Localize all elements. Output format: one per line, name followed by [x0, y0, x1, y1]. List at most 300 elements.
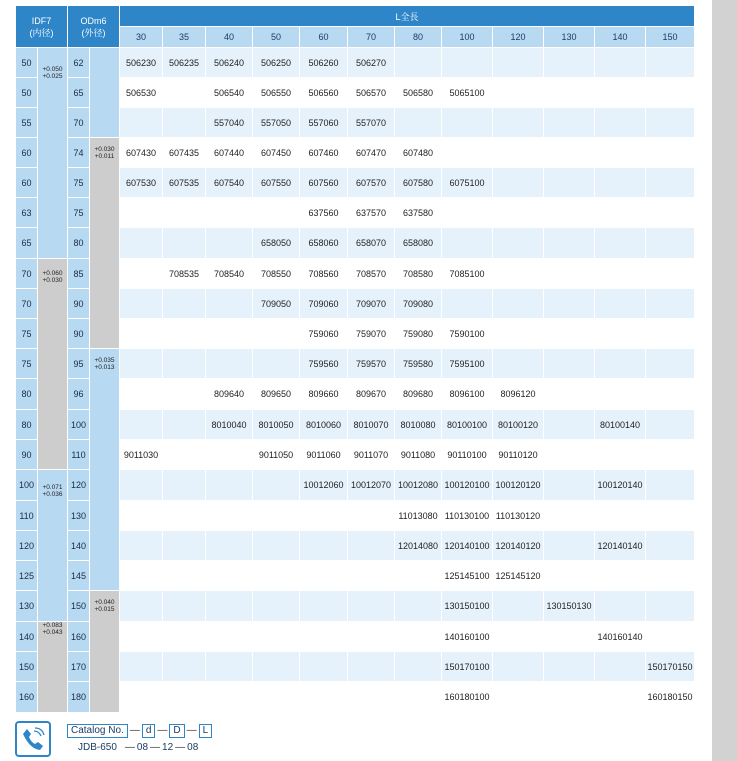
part-number-cell: [206, 561, 253, 591]
inner-diameter-cell: 60: [16, 138, 38, 168]
part-number-cell: [253, 198, 300, 228]
part-number-cell: [120, 470, 163, 501]
part-number-cell: 607530: [120, 168, 163, 198]
part-number-cell: 759580: [395, 349, 442, 379]
part-number-cell: [442, 48, 493, 78]
part-number-cell: 658070: [348, 228, 395, 259]
inner-diameter-cell: 160: [16, 682, 38, 713]
part-number-cell: 9011070: [348, 440, 395, 470]
part-number-cell: 708560: [300, 259, 348, 289]
part-number-cell: [544, 48, 595, 78]
length-header-70: 70: [348, 27, 395, 48]
header-length: L全長: [120, 6, 695, 27]
part-number-cell: 506580: [395, 78, 442, 108]
part-number-cell: [595, 652, 646, 682]
part-number-cell: 607460: [300, 138, 348, 168]
part-number-cell: [348, 682, 395, 713]
part-number-cell: 708570: [348, 259, 395, 289]
part-number-cell: 506235: [163, 48, 206, 78]
part-number-cell: [253, 349, 300, 379]
part-number-cell: [395, 652, 442, 682]
part-number-cell: [253, 470, 300, 501]
inner-tolerance-text: +0.050 +0.025: [42, 66, 63, 80]
part-number-cell: [120, 198, 163, 228]
part-number-cell: 506240: [206, 48, 253, 78]
part-number-cell: [395, 561, 442, 591]
inner-diameter-cell: 70: [16, 259, 38, 289]
part-number-cell: [493, 259, 544, 289]
part-number-cell: [544, 561, 595, 591]
part-number-cell: [163, 591, 206, 622]
inner-tolerance-cell: [38, 470, 68, 622]
part-number-cell: [493, 682, 544, 713]
part-number-cell: [646, 470, 695, 501]
part-number-cell: [253, 319, 300, 349]
part-number-cell: [595, 561, 646, 591]
part-number-cell: [120, 591, 163, 622]
part-number-cell: [300, 622, 348, 652]
part-number-cell: [544, 168, 595, 198]
inner-diameter-cell: 50: [16, 48, 38, 78]
part-number-cell: [493, 78, 544, 108]
length-header-100: 100: [442, 27, 493, 48]
part-number-cell: [595, 682, 646, 713]
part-number-cell: [493, 108, 544, 138]
part-number-cell: [300, 591, 348, 622]
catalog-code: JDB-650: [78, 742, 117, 753]
part-number-cell: [348, 622, 395, 652]
inner-diameter-cell: 125: [16, 561, 38, 591]
outer-diameter-cell: 150: [68, 591, 90, 622]
part-number-cell: [646, 108, 695, 138]
part-number-cell: [206, 319, 253, 349]
part-number-cell: 7595100: [442, 349, 493, 379]
part-number-cell: [300, 682, 348, 713]
part-number-cell: [646, 48, 695, 78]
part-number-cell: [595, 78, 646, 108]
inner-tolerance-cell: [38, 48, 68, 259]
part-number-cell: 506260: [300, 48, 348, 78]
outer-tolerance-cell: [90, 48, 120, 138]
part-number-cell: [120, 108, 163, 138]
part-number-cell: 6075100: [442, 168, 493, 198]
part-number-cell: 708550: [253, 259, 300, 289]
part-number-cell: [646, 531, 695, 561]
outer-diameter-cell: 65: [68, 78, 90, 108]
part-number-cell: [395, 48, 442, 78]
part-number-cell: [163, 470, 206, 501]
part-number-cell: 607435: [163, 138, 206, 168]
part-number-cell: [544, 138, 595, 168]
outer-diameter-cell: 180: [68, 682, 90, 713]
part-number-cell: [544, 379, 595, 410]
part-number-cell: [206, 470, 253, 501]
table-row: [16, 591, 695, 622]
part-number-cell: [253, 561, 300, 591]
part-number-cell: 506530: [120, 78, 163, 108]
inner-diameter-cell: 110: [16, 501, 38, 531]
part-number-cell: 120140120: [493, 531, 544, 561]
part-number-cell: [163, 682, 206, 713]
part-number-cell: [595, 228, 646, 259]
part-number-cell: 80100120: [493, 410, 544, 440]
inner-tolerance-text: +0.083 +0.043: [42, 622, 63, 636]
part-number-cell: [442, 289, 493, 319]
length-header-30: 30: [120, 27, 163, 48]
part-number-cell: 506570: [348, 78, 395, 108]
part-number-cell: [544, 470, 595, 501]
part-number-cell: [493, 168, 544, 198]
dimension-table: [15, 5, 695, 713]
inner-diameter-cell: 75: [16, 319, 38, 349]
outer-diameter-cell: 160: [68, 622, 90, 652]
outer-diameter-cell: 90: [68, 289, 90, 319]
part-number-cell: [348, 531, 395, 561]
part-number-cell: 709080: [395, 289, 442, 319]
part-number-cell: 8010050: [253, 410, 300, 440]
part-number-cell: [493, 48, 544, 78]
outer-tolerance-cell: [90, 138, 120, 349]
part-number-cell: [120, 289, 163, 319]
outer-diameter-cell: 74: [68, 138, 90, 168]
part-number-cell: 100120120: [493, 470, 544, 501]
part-number-cell: [163, 108, 206, 138]
part-number-cell: [120, 319, 163, 349]
outer-diameter-cell: 96: [68, 379, 90, 410]
part-number-cell: [206, 652, 253, 682]
phone-icon: [15, 721, 51, 757]
part-number-cell: 150170150: [646, 652, 695, 682]
part-number-cell: 607470: [348, 138, 395, 168]
part-number-cell: [595, 108, 646, 138]
part-number-cell: 708540: [206, 259, 253, 289]
d-label: d: [142, 724, 156, 738]
part-number-cell: [348, 501, 395, 531]
part-number-cell: [646, 198, 695, 228]
outer-diameter-cell: 145: [68, 561, 90, 591]
L-value: 08: [187, 742, 199, 753]
part-number-cell: 637580: [395, 198, 442, 228]
part-number-cell: 130150100: [442, 591, 493, 622]
part-number-cell: 110130120: [493, 501, 544, 531]
part-number-cell: [544, 652, 595, 682]
outer-tolerance-text: +0.035 +0.013: [94, 357, 115, 371]
part-number-cell: 90110120: [493, 440, 544, 470]
part-number-cell: [120, 501, 163, 531]
table-body: [16, 48, 695, 713]
part-number-cell: [300, 501, 348, 531]
part-number-cell: [544, 289, 595, 319]
part-number-cell: [595, 259, 646, 289]
part-number-cell: [646, 561, 695, 591]
part-number-cell: 759560: [300, 349, 348, 379]
part-number-cell: [300, 652, 348, 682]
part-number-cell: 607450: [253, 138, 300, 168]
part-number-cell: 140160100: [442, 622, 493, 652]
part-number-cell: [646, 379, 695, 410]
part-number-cell: [646, 289, 695, 319]
part-number-cell: [544, 259, 595, 289]
part-number-cell: 709070: [348, 289, 395, 319]
outer-diameter-cell: 62: [68, 48, 90, 78]
part-number-cell: [206, 591, 253, 622]
part-number-cell: 637570: [348, 198, 395, 228]
part-number-cell: [395, 108, 442, 138]
part-number-cell: [206, 531, 253, 561]
inner-diameter-cell: 65: [16, 228, 38, 259]
part-number-cell: [595, 349, 646, 379]
part-number-cell: [595, 198, 646, 228]
part-number-cell: 125145100: [442, 561, 493, 591]
part-number-cell: 557060: [300, 108, 348, 138]
part-number-cell: [442, 228, 493, 259]
part-number-cell: [544, 622, 595, 652]
outer-tolerance-cell: [90, 349, 120, 591]
part-number-cell: [120, 259, 163, 289]
part-number-cell: 8010040: [206, 410, 253, 440]
part-number-cell: 140160140: [595, 622, 646, 652]
part-number-cell: [163, 561, 206, 591]
outer-diameter-cell: 90: [68, 319, 90, 349]
part-number-cell: [120, 228, 163, 259]
part-number-cell: [206, 198, 253, 228]
part-number-cell: [493, 198, 544, 228]
part-number-cell: 160180150: [646, 682, 695, 713]
inner-diameter-cell: 55: [16, 108, 38, 138]
part-number-cell: [120, 349, 163, 379]
part-number-cell: [163, 440, 206, 470]
part-number-cell: 557040: [206, 108, 253, 138]
part-number-cell: 637560: [300, 198, 348, 228]
part-number-cell: [120, 682, 163, 713]
part-number-cell: 708580: [395, 259, 442, 289]
part-number-cell: 5065100: [442, 78, 493, 108]
part-number-cell: [120, 652, 163, 682]
part-number-cell: 125145120: [493, 561, 544, 591]
inner-diameter-cell: 80: [16, 410, 38, 440]
part-number-cell: 759080: [395, 319, 442, 349]
part-number-cell: 607550: [253, 168, 300, 198]
inner-diameter-cell: 100: [16, 470, 38, 501]
part-number-cell: [493, 591, 544, 622]
inner-diameter-cell: 90: [16, 440, 38, 470]
part-number-cell: 80100100: [442, 410, 493, 440]
part-number-cell: 120140140: [595, 531, 646, 561]
part-number-cell: [300, 531, 348, 561]
part-number-cell: 809640: [206, 379, 253, 410]
part-number-cell: [206, 289, 253, 319]
part-number-cell: [595, 591, 646, 622]
part-number-cell: [120, 379, 163, 410]
part-number-cell: 80100140: [595, 410, 646, 440]
outer-tolerance-cell: [90, 591, 120, 713]
part-number-cell: 11013080: [395, 501, 442, 531]
outer-diameter-cell: 170: [68, 652, 90, 682]
catalog-format: Catalog No. — d — D — L: [67, 724, 212, 738]
part-number-cell: [163, 622, 206, 652]
catalog-example: JDB-650 — 08 — 12 — 08: [78, 742, 199, 753]
inner-diameter-cell: 70: [16, 289, 38, 319]
part-number-cell: 160180100: [442, 682, 493, 713]
part-number-cell: [544, 198, 595, 228]
part-number-cell: [206, 228, 253, 259]
d-value: 08: [136, 742, 149, 753]
part-number-cell: 759060: [300, 319, 348, 349]
part-number-cell: [544, 531, 595, 561]
length-header-140: 140: [595, 27, 646, 48]
part-number-cell: 506270: [348, 48, 395, 78]
part-number-cell: 90110100: [442, 440, 493, 470]
part-number-cell: [120, 410, 163, 440]
inner-diameter-cell: 150: [16, 652, 38, 682]
header-odm6: [68, 6, 120, 48]
inner-diameter-cell: 60: [16, 168, 38, 198]
D-label: D: [169, 724, 184, 738]
part-number-cell: 8010070: [348, 410, 395, 440]
outer-diameter-cell: 130: [68, 501, 90, 531]
part-number-cell: 607430: [120, 138, 163, 168]
part-number-cell: [544, 319, 595, 349]
part-number-cell: 9011030: [120, 440, 163, 470]
part-number-cell: 150170100: [442, 652, 493, 682]
part-number-cell: [646, 228, 695, 259]
right-margin-strip: [712, 0, 737, 761]
part-number-cell: 506560: [300, 78, 348, 108]
part-number-cell: [253, 652, 300, 682]
part-number-cell: 607480: [395, 138, 442, 168]
part-number-cell: [595, 501, 646, 531]
part-number-cell: [120, 561, 163, 591]
D-value: 12: [162, 742, 174, 753]
part-number-cell: 759070: [348, 319, 395, 349]
outer-tolerance-text: +0.030 +0.011: [94, 146, 115, 160]
part-number-cell: [120, 622, 163, 652]
part-number-cell: [595, 440, 646, 470]
L-label: L: [199, 724, 213, 738]
part-number-cell: 9011080: [395, 440, 442, 470]
part-number-cell: [595, 319, 646, 349]
part-number-cell: [163, 78, 206, 108]
part-number-cell: [493, 289, 544, 319]
part-number-cell: [544, 410, 595, 440]
table-row: [16, 349, 695, 379]
part-number-cell: 607535: [163, 168, 206, 198]
length-header-50: 50: [253, 27, 300, 48]
part-number-cell: 9011060: [300, 440, 348, 470]
part-number-cell: [544, 501, 595, 531]
inner-diameter-cell: 80: [16, 379, 38, 410]
outer-diameter-cell: 70: [68, 108, 90, 138]
part-number-cell: [493, 138, 544, 168]
part-number-cell: [163, 531, 206, 561]
part-number-cell: [646, 319, 695, 349]
part-number-cell: [544, 440, 595, 470]
part-number-cell: [646, 591, 695, 622]
part-number-cell: 506230: [120, 48, 163, 78]
part-number-cell: [206, 682, 253, 713]
outer-diameter-cell: 140: [68, 531, 90, 561]
part-number-cell: 110130100: [442, 501, 493, 531]
inner-diameter-cell: 130: [16, 591, 38, 622]
part-number-cell: [493, 622, 544, 652]
part-number-cell: 8010060: [300, 410, 348, 440]
length-header-60: 60: [300, 27, 348, 48]
part-number-cell: 607580: [395, 168, 442, 198]
part-number-cell: [163, 289, 206, 319]
outer-diameter-cell: 75: [68, 168, 90, 198]
part-number-cell: [206, 349, 253, 379]
part-number-cell: [442, 108, 493, 138]
part-number-cell: [442, 198, 493, 228]
part-number-cell: [163, 319, 206, 349]
part-number-cell: 10012060: [300, 470, 348, 501]
part-number-cell: 8096100: [442, 379, 493, 410]
part-number-cell: [253, 682, 300, 713]
part-number-cell: [493, 652, 544, 682]
inner-diameter-cell: 140: [16, 622, 38, 652]
part-number-cell: [493, 228, 544, 259]
part-number-cell: 658060: [300, 228, 348, 259]
length-header-120: 120: [493, 27, 544, 48]
part-number-cell: [646, 349, 695, 379]
outer-diameter-cell: 85: [68, 259, 90, 289]
part-number-cell: [163, 501, 206, 531]
part-number-cell: [395, 622, 442, 652]
outer-diameter-cell: 110: [68, 440, 90, 470]
part-number-cell: [206, 440, 253, 470]
part-number-cell: 10012080: [395, 470, 442, 501]
part-number-cell: [163, 228, 206, 259]
inner-tolerance-text: +0.071 +0.036: [42, 484, 63, 498]
part-number-cell: 607540: [206, 168, 253, 198]
part-number-cell: 7085100: [442, 259, 493, 289]
catalog-label: Catalog No.: [67, 724, 128, 738]
part-number-cell: [595, 168, 646, 198]
part-number-cell: [595, 379, 646, 410]
length-header-80: 80: [395, 27, 442, 48]
part-number-cell: [646, 440, 695, 470]
length-header-35: 35: [163, 27, 206, 48]
part-number-cell: [163, 349, 206, 379]
part-number-cell: [544, 682, 595, 713]
part-number-cell: 506540: [206, 78, 253, 108]
header-idf7-label: IDF7: [31, 15, 52, 26]
part-number-cell: 100120140: [595, 470, 646, 501]
part-number-cell: [163, 410, 206, 440]
part-number-cell: [253, 531, 300, 561]
part-number-cell: [544, 228, 595, 259]
part-number-cell: 658080: [395, 228, 442, 259]
part-number-cell: 759570: [348, 349, 395, 379]
part-number-cell: 809650: [253, 379, 300, 410]
part-number-cell: 607440: [206, 138, 253, 168]
part-number-cell: [163, 198, 206, 228]
part-number-cell: [253, 501, 300, 531]
part-number-cell: 12014080: [395, 531, 442, 561]
inner-diameter-cell: 120: [16, 531, 38, 561]
length-header-150: 150: [646, 27, 695, 48]
part-number-cell: 708535: [163, 259, 206, 289]
part-number-cell: 607560: [300, 168, 348, 198]
outer-diameter-cell: 120: [68, 470, 90, 501]
part-number-cell: [395, 591, 442, 622]
part-number-cell: [348, 591, 395, 622]
outer-diameter-cell: 95: [68, 349, 90, 379]
inner-diameter-cell: 63: [16, 198, 38, 228]
part-number-cell: 607570: [348, 168, 395, 198]
part-number-cell: 658050: [253, 228, 300, 259]
outer-diameter-cell: 80: [68, 228, 90, 259]
